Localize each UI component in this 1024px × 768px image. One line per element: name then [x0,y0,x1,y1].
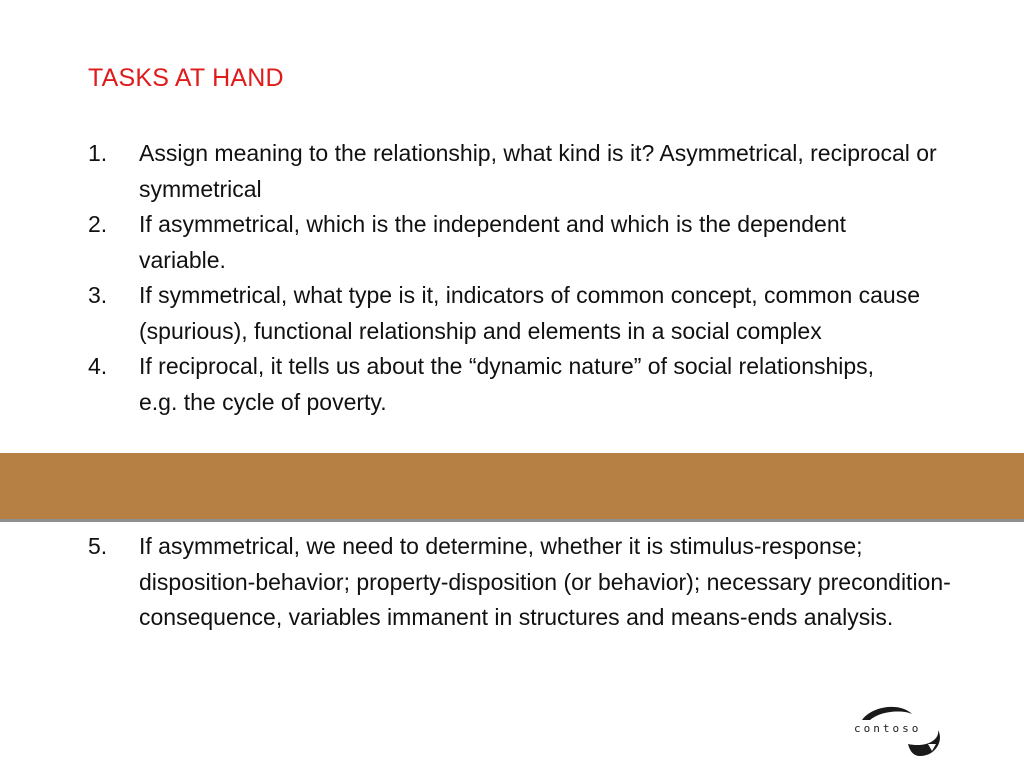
task-number: 4. [88,353,108,379]
logo-text: contoso [854,722,922,735]
task-list-top [88,136,988,420]
task-text: If asymmetrical, which is the independent and which is the dependent variable. [139,211,847,273]
task-item-1 [88,136,988,207]
slide-title: TASKS AT HAND [88,64,284,92]
band-divider [0,519,1024,522]
task-item-5 [88,529,988,636]
contoso-logo [848,700,948,762]
task-number: 5. [88,533,108,559]
task-text: If symmetrical, what type is it, indicators of common concept, common cause (spurious), functional relationship and elements in a social complex [139,282,921,344]
decorative-band [0,453,1024,519]
task-number: 3. [88,282,108,308]
task-text: Assign meaning to the relationship, what kind is it? Asymmetrical, reciprocal or symmetrical [139,140,937,202]
task-text: If reciprocal, it tells us about the “dynamic nature” of social relationships, e.g. the cycle of poverty. [139,353,875,415]
task-text: If asymmetrical, we need to determine, whether it is stimulus-response; disposition-behavior; property-disposition (or behavior); necessary precondition- consequence, variables immanent in structures and means-ends analysis. [139,533,951,630]
task-number: 2. [88,211,108,237]
task-item-3 [88,278,988,349]
task-number: 1. [88,140,108,166]
task-item-2 [88,207,988,278]
task-list-bottom [88,529,988,636]
task-item-4 [88,349,988,420]
